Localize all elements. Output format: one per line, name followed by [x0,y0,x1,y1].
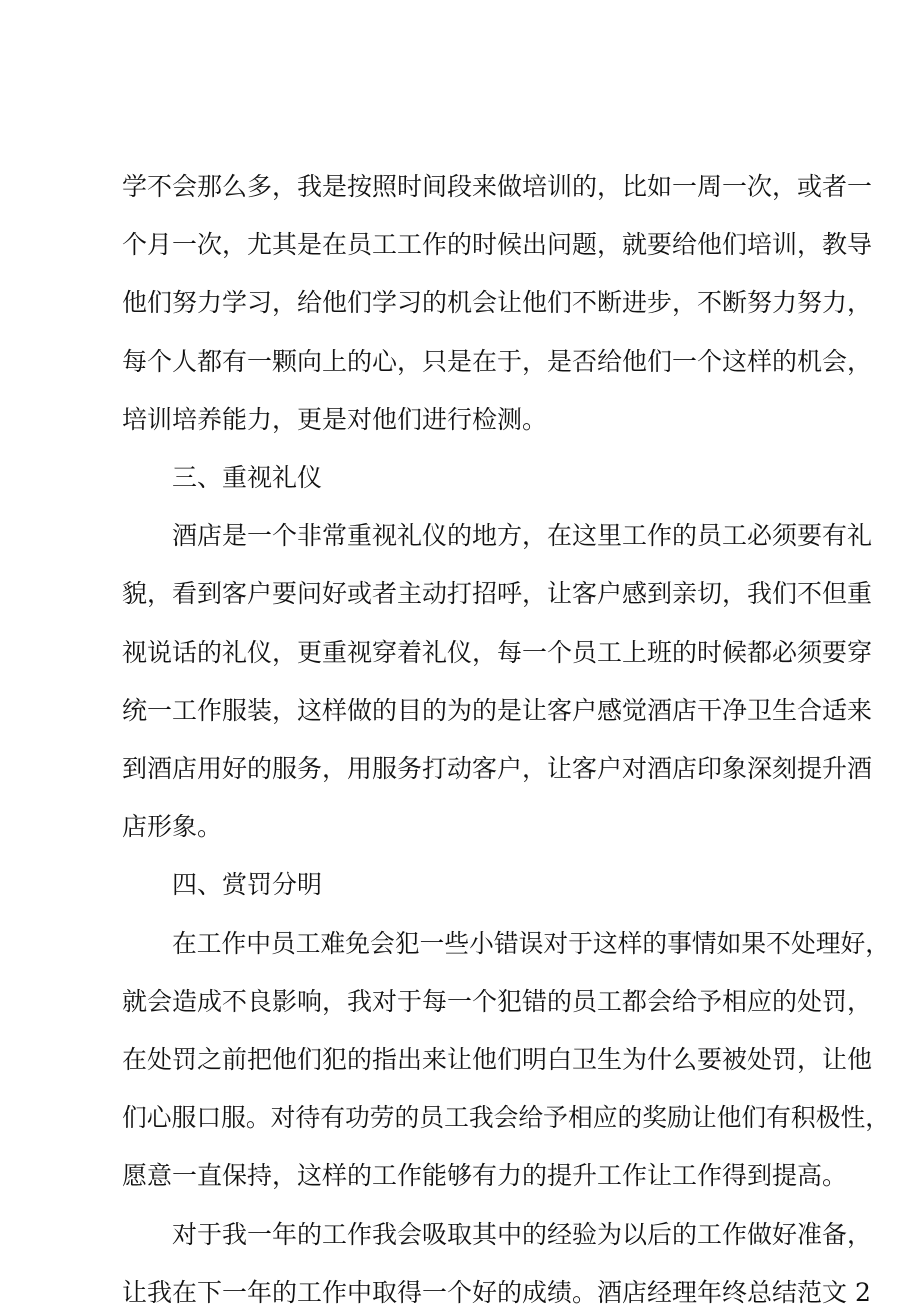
body-line-3: 他们努力学习，给他们学习的机会让他们不断进步，不断努力努力， [122,288,873,317]
body-line-14: 在处罚之前把他们犯的指出来让他们明白卫生为什么要被处罚，让他 [122,1045,873,1074]
body-line-18: 让我在下一年的工作中取得一个好的成绩。酒店经理年终总结范文 2 [122,1278,871,1307]
body-line-7: 貌，看到客户要问好或者主动打招呼，让客户感到亲切，我们不但重 [122,579,873,608]
body-line-9: 统一工作服装，这样做的目的为的是让客户感觉酒店干净卫生合适来 [122,696,873,725]
body-line-13: 就会造成不良影响，我对于每一个犯错的员工都会给予相应的处罚， [122,987,873,1016]
body-line-10: 到酒店用好的服务，用服务打动客户，让客户对酒店印象深刻提升酒 [122,754,873,783]
body-line-1: 学不会那么多，我是按照时间段来做培训的，比如一周一次，或者一 [122,172,873,201]
section-heading-3: 三、重视礼仪 [172,463,323,492]
section-heading-4: 四、赏罚分明 [172,870,323,899]
body-line-5: 培训培养能力，更是对他们进行检测。 [122,405,548,434]
body-line-4: 每个人都有一颗向上的心，只是在于，是否给他们一个这样的机会， [122,347,873,376]
body-line-12: 在工作中员工难免会犯一些小错误对于这样的事情如果不处理好， [172,929,890,958]
body-line-16: 愿意一直保持，这样的工作能够有力的提升工作让工作得到提高。 [122,1161,848,1190]
body-line-8: 视说话的礼仪，更重视穿着礼仪，每一个员工上班的时候都必须要穿 [122,638,873,667]
body-line-6: 酒店是一个非常重视礼仪的地方，在这里工作的员工必须要有礼 [172,521,873,550]
body-line-11: 店形象。 [122,812,223,841]
body-line-15: 们心服口服。对待有功劳的员工我会给予相应的奖励让他们有积极性， [122,1103,891,1132]
body-line-2: 个月一次，尤其是在员工工作的时候出问题，就要给他们培训，教导 [122,230,873,259]
body-line-17: 对于我一年的工作我会吸取其中的经验为以后的工作做好准备， [172,1220,873,1249]
